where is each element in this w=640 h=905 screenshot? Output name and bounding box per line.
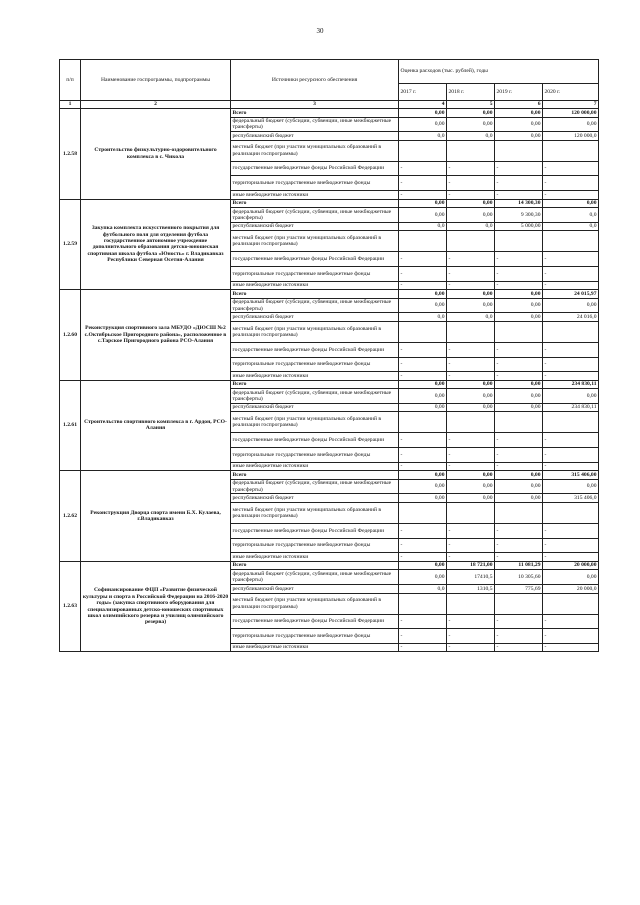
amount-cell: - — [447, 252, 495, 267]
amount-cell: - — [447, 342, 495, 357]
header-estimate: Оценка расходов (тыс. рублей), годы — [399, 60, 599, 84]
amount-cell: 14 300,30 — [495, 199, 543, 208]
amount-cell: - — [399, 538, 447, 553]
column-index: 2 — [81, 101, 231, 109]
amount-cell: - — [447, 462, 495, 471]
amount-cell: - — [447, 643, 495, 652]
source-label: республиканский бюджет — [231, 313, 399, 322]
source-label: территориальные государственные внебюджетные фонды — [231, 357, 399, 372]
source-label: государственные внебюджетные фонды Российской Федерации — [231, 433, 399, 448]
amount-cell: 0,00 — [495, 117, 543, 132]
amount-cell — [543, 231, 599, 252]
amount-cell: - — [495, 252, 543, 267]
amount-cell: 120 000,00 — [543, 109, 599, 118]
amount-cell: 315 406,00 — [543, 471, 599, 480]
amount-cell: 0,00 — [447, 471, 495, 480]
amount-cell: 24 016,0 — [543, 313, 599, 322]
amount-cell: 0,00 — [399, 494, 447, 503]
source-label: федеральный бюджет (субсидии, субвенции, иные межбюджетные трансферты) — [231, 479, 399, 494]
amount-cell: - — [543, 538, 599, 553]
item-total-row — [60, 561, 599, 570]
amount-cell — [447, 140, 495, 161]
amount-cell: 10 305,60 — [495, 570, 543, 585]
amount-cell — [495, 231, 543, 252]
source-label: местный бюджет (при участии муниципальных образований в реализации госпрограммы) — [231, 593, 399, 614]
amount-cell: 0,00 — [399, 403, 447, 412]
amount-cell: - — [495, 161, 543, 176]
amount-cell: 0,00 — [495, 313, 543, 322]
source-label: местный бюджет (при участии муниципальных образований в реализации госпрограммы) — [231, 140, 399, 161]
amount-cell: 0,00 — [399, 290, 447, 299]
amount-cell: - — [495, 190, 543, 199]
source-label: местный бюджет (при участии муниципальных образований в реализации госпрограммы) — [231, 503, 399, 524]
header-year: 2019 г. — [495, 84, 543, 101]
amount-cell: - — [447, 372, 495, 381]
source-label: государственные внебюджетные фонды Российской Федерации — [231, 161, 399, 176]
amount-cell: 11 081,29 — [495, 561, 543, 570]
amount-cell: - — [543, 176, 599, 191]
amount-cell — [447, 412, 495, 433]
amount-cell — [399, 593, 447, 614]
amount-cell: - — [495, 553, 543, 562]
source-label: республиканский бюджет — [231, 403, 399, 412]
amount-cell: 0,00 — [495, 109, 543, 118]
amount-cell: 0,00 — [495, 494, 543, 503]
amount-cell: - — [495, 372, 543, 381]
amount-cell: - — [543, 553, 599, 562]
amount-cell: - — [543, 462, 599, 471]
amount-cell: 0,00 — [543, 199, 599, 208]
source-label: территориальные государственные внебюджетные фонды — [231, 538, 399, 553]
item-number: 1.2.62 — [60, 471, 81, 562]
source-label: государственные внебюджетные фонды Российской Федерации — [231, 342, 399, 357]
amount-cell: - — [399, 190, 447, 199]
amount-cell: - — [399, 266, 447, 281]
source-label: республиканский бюджет — [231, 585, 399, 594]
column-index: 1 — [60, 101, 81, 109]
amount-cell: - — [399, 433, 447, 448]
amount-cell: 0,00 — [399, 199, 447, 208]
amount-cell: - — [399, 462, 447, 471]
source-label: федеральный бюджет (субсидии, субвенции, иные межбюджетные трансферты) — [231, 389, 399, 404]
amount-cell: 0,00 — [447, 403, 495, 412]
amount-cell: - — [447, 553, 495, 562]
amount-cell: - — [447, 161, 495, 176]
source-label: местный бюджет (при участии муниципальных образований в реализации госпрограммы) — [231, 412, 399, 433]
amount-cell: 0,00 — [447, 380, 495, 389]
item-number: 1.2.58 — [60, 109, 81, 200]
source-label: Всего — [231, 471, 399, 480]
source-label: республиканский бюджет — [231, 494, 399, 503]
amount-cell: 0,00 — [495, 132, 543, 141]
amount-cell: 775,69 — [495, 585, 543, 594]
amount-cell: 18 721,00 — [447, 561, 495, 570]
amount-cell: - — [399, 372, 447, 381]
amount-cell: - — [447, 614, 495, 629]
amount-cell: - — [447, 524, 495, 539]
header-year: 2017 г. — [399, 84, 447, 101]
column-index-row — [60, 101, 599, 109]
amount-cell: 0,00 — [399, 208, 447, 223]
source-label: федеральный бюджет (субсидии, субвенции, иные межбюджетные трансферты) — [231, 570, 399, 585]
header-source: Источники ресурсного обеспечения — [231, 60, 399, 101]
amount-cell: 24 015,97 — [543, 290, 599, 299]
amount-cell: - — [543, 281, 599, 290]
amount-cell — [495, 321, 543, 342]
amount-cell: - — [495, 266, 543, 281]
amount-cell: 0,0 — [447, 222, 495, 231]
amount-cell — [495, 503, 543, 524]
amount-cell: - — [543, 266, 599, 281]
source-label: иные внебюджетные источники — [231, 462, 399, 471]
amount-cell: - — [543, 614, 599, 629]
amount-cell — [495, 140, 543, 161]
amount-cell: - — [399, 629, 447, 644]
source-label: Всего — [231, 561, 399, 570]
amount-cell: 315 406,0 — [543, 494, 599, 503]
amount-cell: - — [495, 462, 543, 471]
amount-cell — [399, 140, 447, 161]
item-total-row — [60, 290, 599, 299]
source-label: территориальные государственные внебюджетные фонды — [231, 448, 399, 463]
amount-cell: 0,00 — [399, 471, 447, 480]
amount-cell: 0,00 — [399, 479, 447, 494]
amount-cell: 0,0 — [399, 585, 447, 594]
amount-cell: - — [447, 266, 495, 281]
amount-cell: - — [447, 357, 495, 372]
amount-cell: - — [447, 433, 495, 448]
amount-cell: - — [399, 553, 447, 562]
amount-cell: 1310,5 — [447, 585, 495, 594]
item-name: Строительство физкультурно-оздоровительного комплекса в с. Чикола — [81, 109, 231, 200]
amount-cell: 0,00 — [447, 479, 495, 494]
amount-cell — [495, 412, 543, 433]
amount-cell: 0,00 — [399, 380, 447, 389]
item-total-row — [60, 109, 599, 118]
column-index: 4 — [399, 101, 447, 109]
item-total-row — [60, 471, 599, 480]
source-label: Всего — [231, 199, 399, 208]
amount-cell — [447, 321, 495, 342]
amount-cell: - — [399, 614, 447, 629]
header-num: п/п — [60, 60, 81, 101]
amount-cell: 0,00 — [495, 479, 543, 494]
source-label: иные внебюджетные источники — [231, 190, 399, 199]
amount-cell: 0,00 — [495, 389, 543, 404]
amount-cell: 20 000,00 — [543, 561, 599, 570]
source-label: республиканский бюджет — [231, 132, 399, 141]
amount-cell: 0,00 — [399, 109, 447, 118]
source-label: иные внебюджетные источники — [231, 372, 399, 381]
source-label: территориальные государственные внебюджетные фонды — [231, 266, 399, 281]
amount-cell: 0,0 — [399, 313, 447, 322]
header-name: Наименование госпрограммы, подпрограммы — [81, 60, 231, 101]
item-total-row — [60, 199, 599, 208]
item-number: 1.2.61 — [60, 380, 81, 471]
amount-cell: 0,00 — [543, 117, 599, 132]
amount-cell: - — [399, 176, 447, 191]
source-label: территориальные государственные внебюджетные фонды — [231, 176, 399, 191]
amount-cell: 0,00 — [447, 208, 495, 223]
amount-cell: - — [495, 433, 543, 448]
amount-cell: 0,00 — [399, 117, 447, 132]
amount-cell — [447, 231, 495, 252]
source-label: Всего — [231, 380, 399, 389]
amount-cell: - — [495, 643, 543, 652]
amount-cell: 0,00 — [447, 290, 495, 299]
amount-cell — [543, 140, 599, 161]
amount-cell: 0,00 — [543, 298, 599, 313]
item-name: Закупка комплекта искусственного покрытия для футбольного поля для отделения футбола государственное автономное учреждение дополнительного образования детско-юношеская спортивная школа футбола «Юность» г. Владикавказ Республики Северная Осетия-Алания — [81, 199, 231, 290]
amount-cell: - — [543, 252, 599, 267]
amount-cell: 0,00 — [447, 494, 495, 503]
amount-cell: - — [543, 643, 599, 652]
amount-cell — [543, 412, 599, 433]
amount-cell: - — [399, 357, 447, 372]
column-index: 5 — [447, 101, 495, 109]
source-label: государственные внебюджетные фонды Российской Федерации — [231, 252, 399, 267]
amount-cell: 0,00 — [447, 199, 495, 208]
amount-cell: 234 830,11 — [543, 380, 599, 389]
amount-cell: 0,00 — [495, 298, 543, 313]
amount-cell: 0,0 — [543, 208, 599, 223]
header-year: 2020 г. — [543, 84, 599, 101]
source-label: Всего — [231, 290, 399, 299]
amount-cell: 0,00 — [495, 380, 543, 389]
amount-cell: - — [543, 433, 599, 448]
amount-cell — [543, 593, 599, 614]
amount-cell: 17410,5 — [447, 570, 495, 585]
source-label: территориальные государственные внебюджетные фонды — [231, 629, 399, 644]
amount-cell: 0,00 — [495, 403, 543, 412]
source-label: местный бюджет (при участии муниципальных образований в реализации госпрограммы) — [231, 231, 399, 252]
amount-cell: 0,0 — [543, 222, 599, 231]
amount-cell: 0,00 — [543, 389, 599, 404]
amount-cell: - — [543, 629, 599, 644]
page-number: 30 — [316, 27, 324, 35]
amount-cell: - — [543, 357, 599, 372]
column-index: 6 — [495, 101, 543, 109]
amount-cell: - — [399, 643, 447, 652]
amount-cell: - — [543, 372, 599, 381]
source-label: местный бюджет (при участии муниципальных образований в реализации госпрограммы) — [231, 321, 399, 342]
item-number: 1.2.59 — [60, 199, 81, 290]
header-row — [60, 60, 599, 84]
item-number: 1.2.60 — [60, 290, 81, 381]
amount-cell: - — [495, 342, 543, 357]
amount-cell: - — [399, 524, 447, 539]
amount-cell: 0,0 — [447, 313, 495, 322]
amount-cell: - — [399, 252, 447, 267]
source-label: иные внебюджетные источники — [231, 281, 399, 290]
amount-cell: 0,00 — [447, 389, 495, 404]
amount-cell — [495, 593, 543, 614]
column-index: 7 — [543, 101, 599, 109]
amount-cell — [399, 412, 447, 433]
amount-cell: 5 000,00 — [495, 222, 543, 231]
amount-cell: 234 830,11 — [543, 403, 599, 412]
amount-cell: - — [447, 629, 495, 644]
amount-cell: - — [495, 357, 543, 372]
source-label: Всего — [231, 109, 399, 118]
amount-cell — [543, 321, 599, 342]
amount-cell: - — [495, 614, 543, 629]
amount-cell: 0,0 — [447, 132, 495, 141]
source-label: республиканский бюджет — [231, 222, 399, 231]
item-total-row — [60, 380, 599, 389]
item-name: Строительство спортивного комплекса в г. Ардон, РСО-Алания — [81, 380, 231, 471]
amount-cell: - — [543, 161, 599, 176]
amount-cell: 120 000,0 — [543, 132, 599, 141]
amount-cell — [399, 231, 447, 252]
amount-cell: - — [447, 448, 495, 463]
amount-cell: 20 000,0 — [543, 585, 599, 594]
item-name: Реконструкция Дворца спорта имени Б.Х. Кулаева, г.Владикавказ — [81, 471, 231, 562]
amount-cell: - — [543, 190, 599, 199]
amount-cell: - — [399, 281, 447, 290]
source-label: государственные внебюджетные фонды Российской Федерации — [231, 524, 399, 539]
amount-cell: 0,00 — [495, 471, 543, 480]
amount-cell: - — [543, 524, 599, 539]
amount-cell: 0,00 — [447, 109, 495, 118]
item-number: 1.2.63 — [60, 561, 81, 652]
amount-cell: - — [399, 448, 447, 463]
item-name: Реконструкция спортивного зала МБУДО «ДЮСШ №2 с.Октябрьское Пригородного района», расположенное в с.Тарское Пригородного района РСО-Алания — [81, 290, 231, 381]
header-year: 2018 г. — [447, 84, 495, 101]
amount-cell: 0,00 — [543, 570, 599, 585]
amount-cell: - — [447, 538, 495, 553]
amount-cell: 0,0 — [399, 222, 447, 231]
amount-cell: 0,00 — [495, 290, 543, 299]
amount-cell: 0,00 — [399, 298, 447, 313]
amount-cell — [447, 593, 495, 614]
amount-cell: 9 300,30 — [495, 208, 543, 223]
amount-cell: - — [495, 629, 543, 644]
column-index: 3 — [231, 101, 399, 109]
amount-cell: - — [543, 342, 599, 357]
amount-cell — [399, 503, 447, 524]
amount-cell: - — [399, 161, 447, 176]
amount-cell: 0,00 — [447, 298, 495, 313]
amount-cell: - — [447, 176, 495, 191]
resource-table — [59, 59, 599, 652]
amount-cell: 0,00 — [399, 389, 447, 404]
amount-cell: - — [495, 448, 543, 463]
amount-cell: 0,0 — [399, 132, 447, 141]
source-label: федеральный бюджет (субсидии, субвенции, иные межбюджетные трансферты) — [231, 117, 399, 132]
amount-cell — [543, 503, 599, 524]
amount-cell: 0,00 — [447, 117, 495, 132]
source-label: федеральный бюджет (субсидии, субвенции, иные межбюджетные трансферты) — [231, 298, 399, 313]
amount-cell: - — [399, 342, 447, 357]
source-label: иные внебюджетные источники — [231, 643, 399, 652]
amount-cell: 0,00 — [399, 570, 447, 585]
amount-cell: - — [447, 190, 495, 199]
amount-cell: - — [495, 281, 543, 290]
amount-cell — [447, 503, 495, 524]
item-name: Софинансирование ФЦП «Развитие физической культуры и спорта в Российской Федерации на 2016-2020 годы» (закупка спортивного оборудования для специализированных детско-юношеских спортивных школ олимпийского резерва и училищ олимпийского резерва) — [81, 561, 231, 652]
source-label: государственные внебюджетные фонды Российской Федерации — [231, 614, 399, 629]
source-label: федеральный бюджет (субсидии, субвенции, иные межбюджетные трансферты) — [231, 208, 399, 223]
amount-cell: 0,00 — [399, 561, 447, 570]
amount-cell: - — [495, 524, 543, 539]
amount-cell: - — [495, 538, 543, 553]
amount-cell: - — [495, 176, 543, 191]
amount-cell: - — [447, 281, 495, 290]
amount-cell — [399, 321, 447, 342]
source-label: иные внебюджетные источники — [231, 553, 399, 562]
amount-cell: 0,00 — [543, 479, 599, 494]
amount-cell: - — [543, 448, 599, 463]
